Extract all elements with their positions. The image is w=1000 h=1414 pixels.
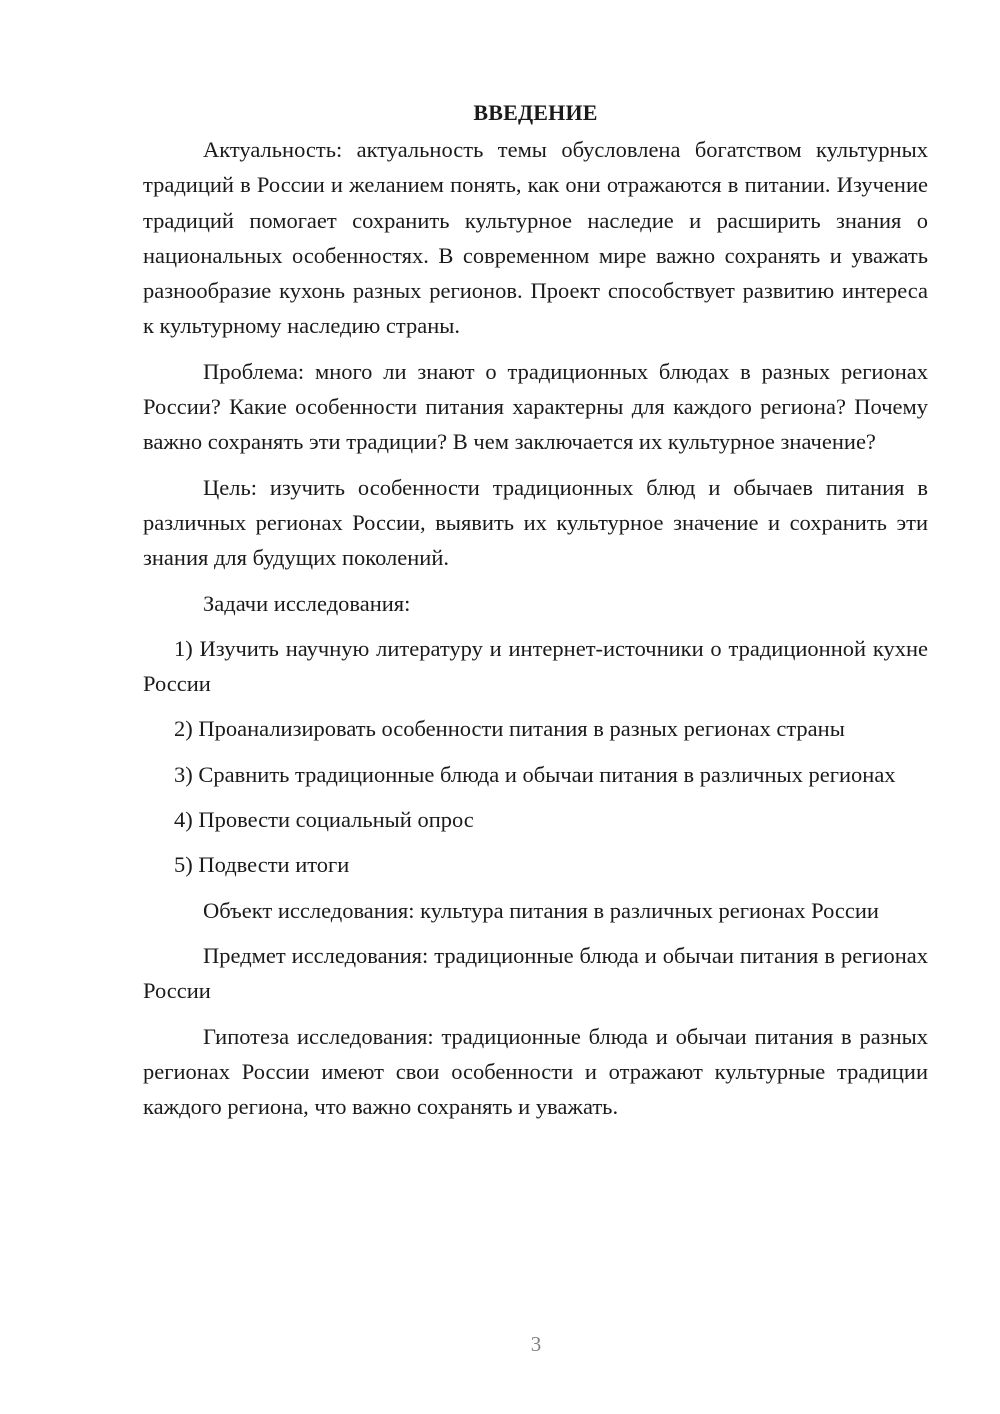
- task-item-5: 5) Подвести итоги: [174, 852, 350, 878]
- relevance-paragraph: Актуальность: актуальность темы обусловлена богатством культурных традиций в России и желанием понять, как они отражаются в питании. Изучение традиций помогает сохранить культурное наследие и расширить знания о национальных особенностях. В современном мире важно сохранять и уважать разнообразие кухонь разных регионов. Проект способствует развитию интереса к культурному наследию страны.: [143, 137, 928, 339]
- task-item-2: 2) Проанализировать особенности питания в разных регионах страны: [174, 716, 845, 742]
- task-item-1: 1) Изучить научную литературу и интернет-источники о традиционной кухне России: [143, 635, 928, 697]
- task-item-3: 3) Сравнить традиционные блюда и обычаи питания в различных регионах: [174, 761, 896, 787]
- goal-paragraph: Цель: изучить особенности традиционных блюд и обычаев питания в различных регионах России, выявить их культурное значение и сохранить эти знания для будущих поколений.: [143, 474, 928, 571]
- problem-paragraph: Проблема: много ли знают о традиционных блюдах в разных регионах России? Какие особенности питания характерны для каждого региона? Почему важно сохранять эти традиции? В чем заключается их культурное значение?: [143, 358, 928, 455]
- subject-paragraph: Предмет исследования: традиционные блюда и обычаи питания в регионах России: [143, 942, 928, 1004]
- section-title: ВВЕДЕНИЕ: [473, 100, 598, 125]
- hypothesis-paragraph: Гипотеза исследования: традиционные блюда и обычаи питания в разных регионах России имеют свои особенности и отражают культурные традиции каждого региона, что важно сохранять и уважать.: [143, 1023, 928, 1120]
- page-number: 3: [530, 1332, 542, 1356]
- tasks-heading: Задачи исследования:: [203, 590, 411, 616]
- object-paragraph: Объект исследования: культура питания в различных регионах России: [203, 897, 879, 923]
- task-item-4: 4) Провести социальный опрос: [174, 807, 474, 833]
- document-page: [143, 95, 928, 1134]
